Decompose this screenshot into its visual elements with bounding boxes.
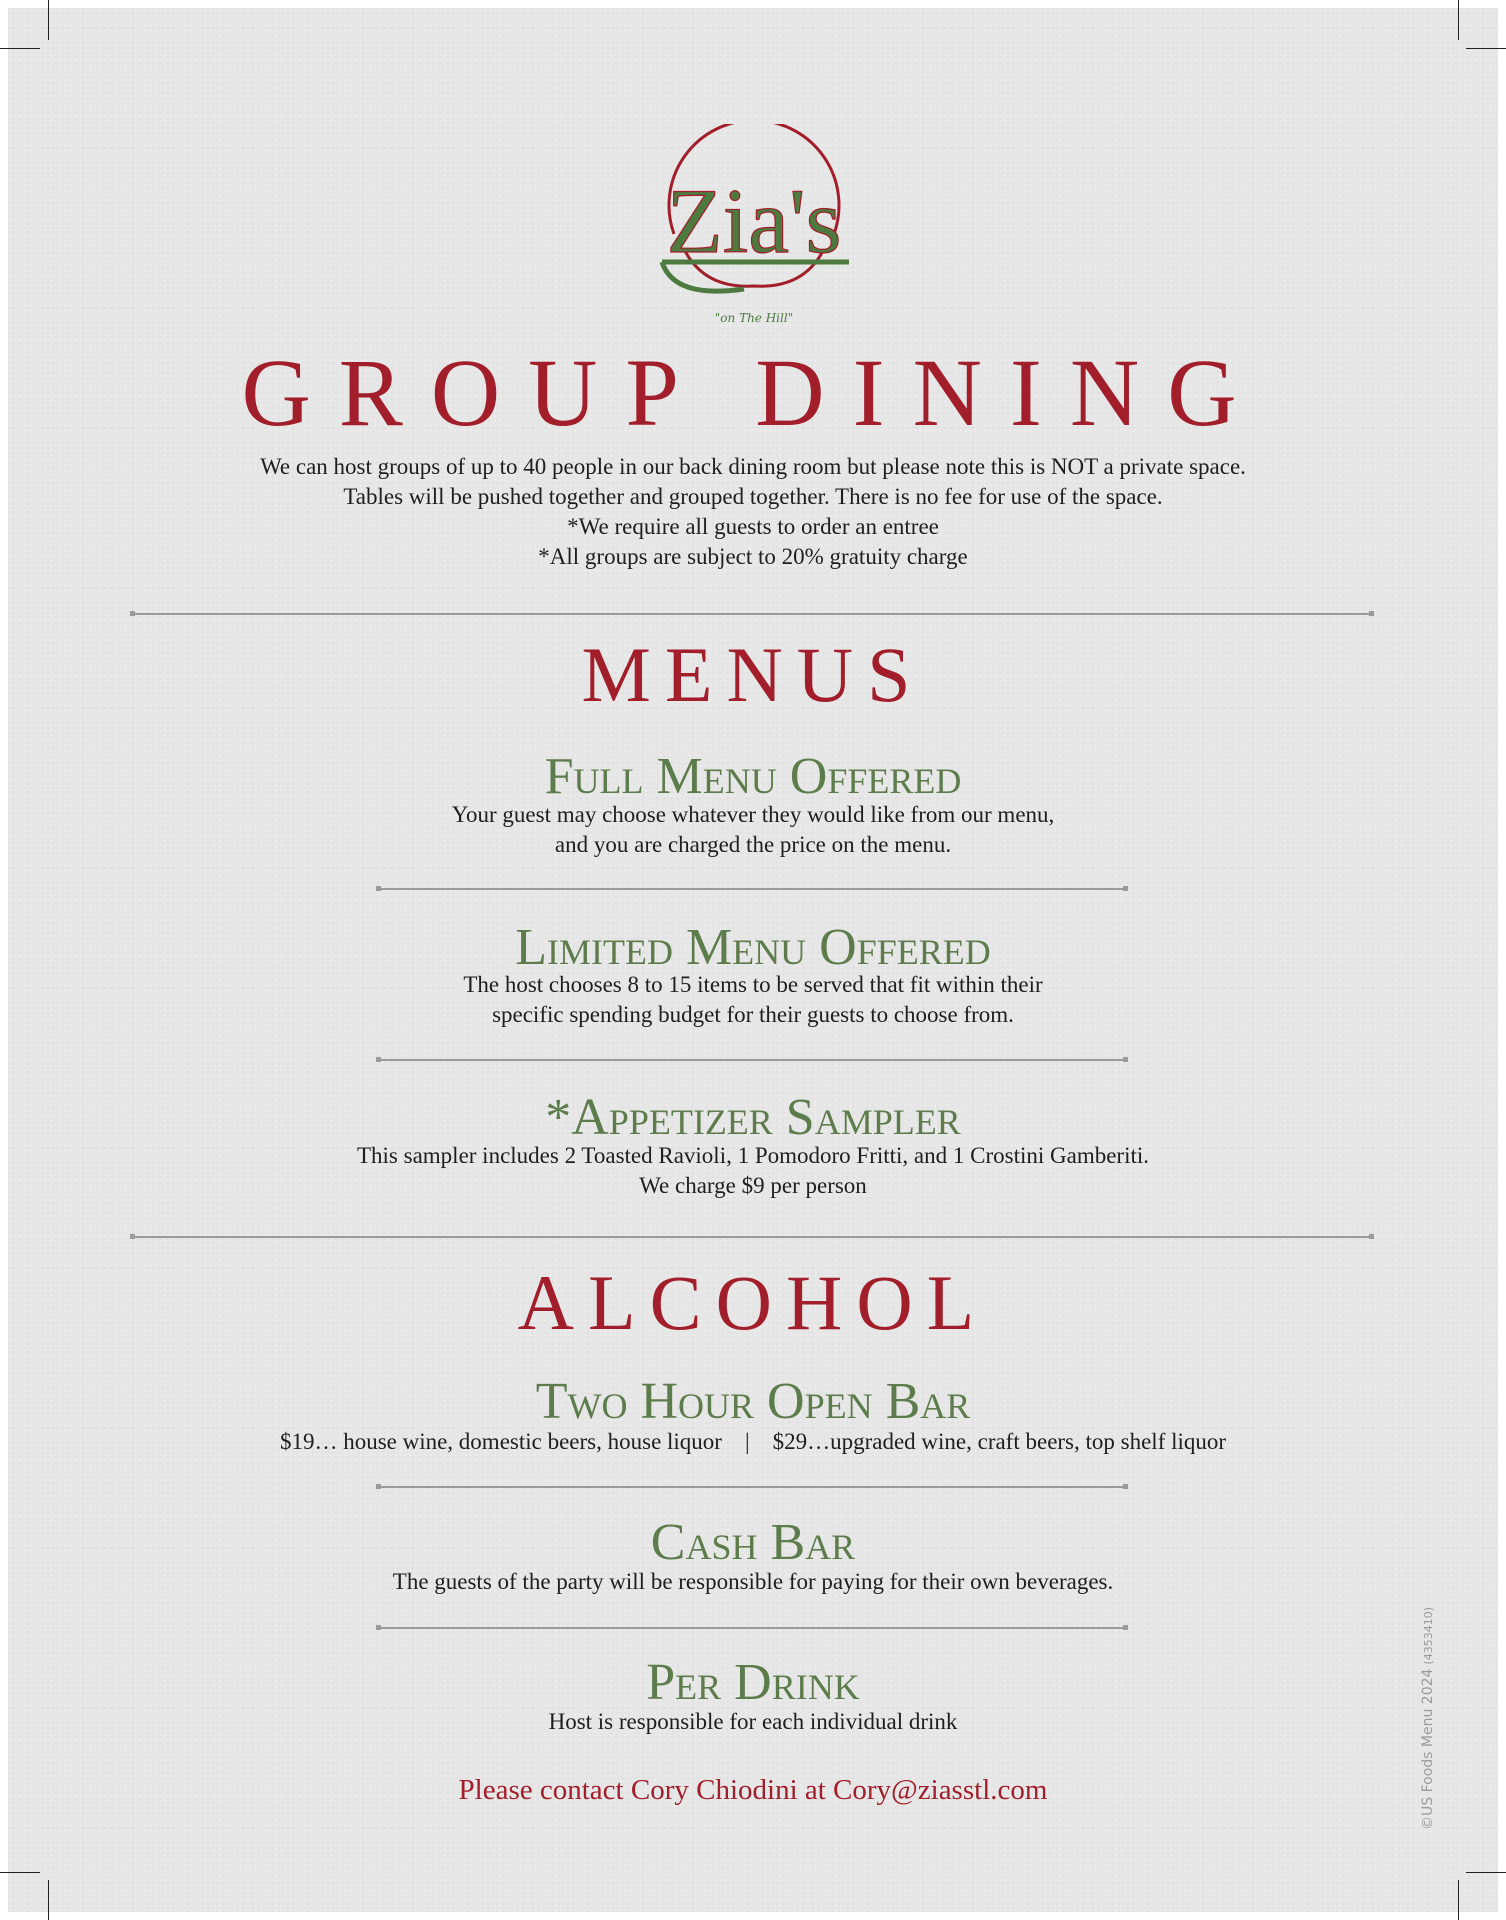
description-line: and you are charged the price on the menu. bbox=[554, 832, 952, 857]
logo-wordmark: Zia's bbox=[666, 170, 842, 272]
per-drink-description bbox=[0, 1707, 1506, 1737]
description-line: We charge $9 per person bbox=[639, 1173, 867, 1198]
crop-mark bbox=[1466, 1872, 1506, 1873]
crop-mark bbox=[1458, 0, 1459, 40]
menus-title: MENUS bbox=[581, 631, 925, 718]
crop-mark bbox=[0, 48, 40, 49]
intro-text bbox=[0, 452, 1506, 572]
intro-line: *All groups are subject to 20% gratuity charge bbox=[538, 544, 968, 569]
crop-mark bbox=[1458, 1880, 1459, 1920]
zias-logo bbox=[644, 124, 864, 324]
item-divider bbox=[378, 888, 1126, 890]
cash-bar-heading: Cash Bar bbox=[650, 1514, 856, 1571]
crop-mark bbox=[0, 1872, 40, 1873]
open-bar-description bbox=[0, 1427, 1506, 1457]
description-line: This sampler includes 2 Toasted Ravioli, 1 Pomodoro Fritti, and 1 Crostini Gamberiti. bbox=[356, 1143, 1150, 1168]
item-divider bbox=[378, 1486, 1126, 1488]
crop-mark bbox=[48, 1880, 49, 1920]
intro-line: *We require all guests to order an entree bbox=[567, 514, 939, 539]
crop-mark bbox=[48, 0, 49, 40]
description-line: specific spending budget for their guests to choose from. bbox=[492, 1002, 1014, 1027]
description-line: The guests of the party will be responsible for paying for their own beverages. bbox=[392, 1569, 1114, 1594]
description-line: The host chooses 8 to 15 items to be served that fit within their bbox=[463, 972, 1043, 997]
alcohol-title: ALCOHOL bbox=[517, 1259, 989, 1346]
section-divider bbox=[132, 613, 1372, 615]
crop-mark bbox=[1466, 48, 1506, 49]
description-line: $19… house wine, domestic beers, house liquor | $29…upgraded wine, craft beers, top shelf liquor bbox=[279, 1429, 1227, 1454]
item-divider bbox=[378, 1627, 1126, 1629]
menu-code: (4353410) bbox=[1422, 1607, 1435, 1665]
contact-line: Please contact Cory Chiodini at Cory@ziasstl.com bbox=[458, 1774, 1048, 1806]
per-drink-heading: Per Drink bbox=[646, 1654, 860, 1711]
intro-line: We can host groups of up to 40 people in our back dining room but please note this is NOT a private space. bbox=[260, 454, 1246, 479]
appetizer-sampler-heading: *Appetizer Sampler bbox=[545, 1089, 961, 1146]
page-title: GROUP DINING bbox=[241, 339, 1265, 446]
description-line: Your guest may choose whatever they would like from our menu, bbox=[451, 802, 1055, 827]
full-menu-description bbox=[0, 800, 1506, 860]
limited-menu-heading: Limited Menu Offered bbox=[515, 919, 991, 976]
copyright-text: ©US Foods Menu 2024 bbox=[1420, 1668, 1436, 1830]
logo-tagline: "on The Hill" bbox=[714, 311, 794, 324]
appetizer-sampler-description bbox=[0, 1141, 1506, 1201]
full-menu-heading: Full Menu Offered bbox=[544, 748, 962, 805]
open-bar-heading: Two Hour Open Bar bbox=[535, 1373, 971, 1430]
intro-line: Tables will be pushed together and grouped together. There is no fee for use of the space. bbox=[343, 484, 1163, 509]
limited-menu-description bbox=[0, 970, 1506, 1030]
copyright-notice bbox=[1420, 1607, 1436, 1830]
item-divider bbox=[378, 1059, 1126, 1061]
description-line: Host is responsible for each individual drink bbox=[548, 1709, 958, 1734]
cash-bar-description bbox=[0, 1567, 1506, 1597]
section-divider bbox=[132, 1236, 1372, 1238]
